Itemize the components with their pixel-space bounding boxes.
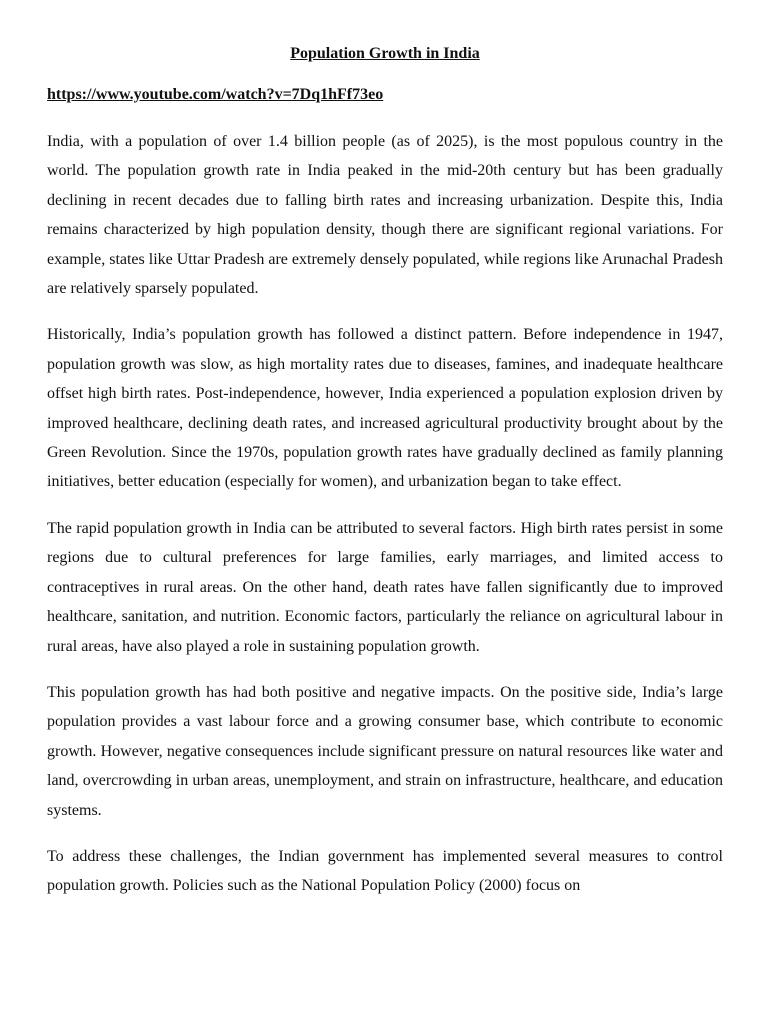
document-title: Population Growth in India (290, 45, 480, 62)
paragraph-measures: To address these challenges, the Indian government has implemented several measures to control population growth. Policies such as the National Population Policy (2000) focus on (47, 847, 723, 895)
youtube-link[interactable]: https://www.youtube.com/watch?v=7Dq1hFf73eo (47, 86, 384, 103)
paragraph-impacts: This population growth has had both positive and negative impacts. On the positive side, India’s large population provides a vast labour force and a growing consumer base, which contribute to economic growth. However, negative consequences include significant pressure on natural resources like water and land, overcrowding in urban areas, unemployment, and strain on infrastructure, healthcare, and education systems. (47, 683, 723, 819)
paragraph-history: Historically, India’s population growth has followed a distinct pattern. Before independence in 1947, population growth was slow, as high mortality rates due to diseases, famines, and inadequate healthcare offset high birth rates. Post-independence, however, India experienced a population explosion driven by improved healthcare, declining death rates, and increased agricultural productivity brought about by the Green Revolution. Since the 1970s, population growth rates have gradually declined as family planning initiatives, better education (especially for women), and urbanization began to take effect. (47, 326, 723, 491)
paragraph-overview: India, with a population of over 1.4 billion people (as of 2025), is the most populous country in the world. The population growth rate in India peaked in the mid-20th century but has been gradually declining in recent decades due to falling birth rates and increasing urbanization. Despite this, India remains characterized by high population density, though there are significant regional variations. For example, states like Uttar Pradesh are extremely densely populated, while regions like Arunachal Pradesh are relatively sparsely populated. (47, 133, 723, 298)
paragraph-causes: The rapid population growth in India can be attributed to several factors. High birth rates persist in some regions due to cultural preferences for large families, early marriages, and limited access to contraceptives in rural areas. On the other hand, death rates have fallen significantly due to improved healthcare, sanitation, and nutrition. Economic factors, particularly the reliance on agricultural labour in rural areas, have also played a role in sustaining population growth. (47, 519, 723, 655)
document-page (47, 0, 723, 901)
